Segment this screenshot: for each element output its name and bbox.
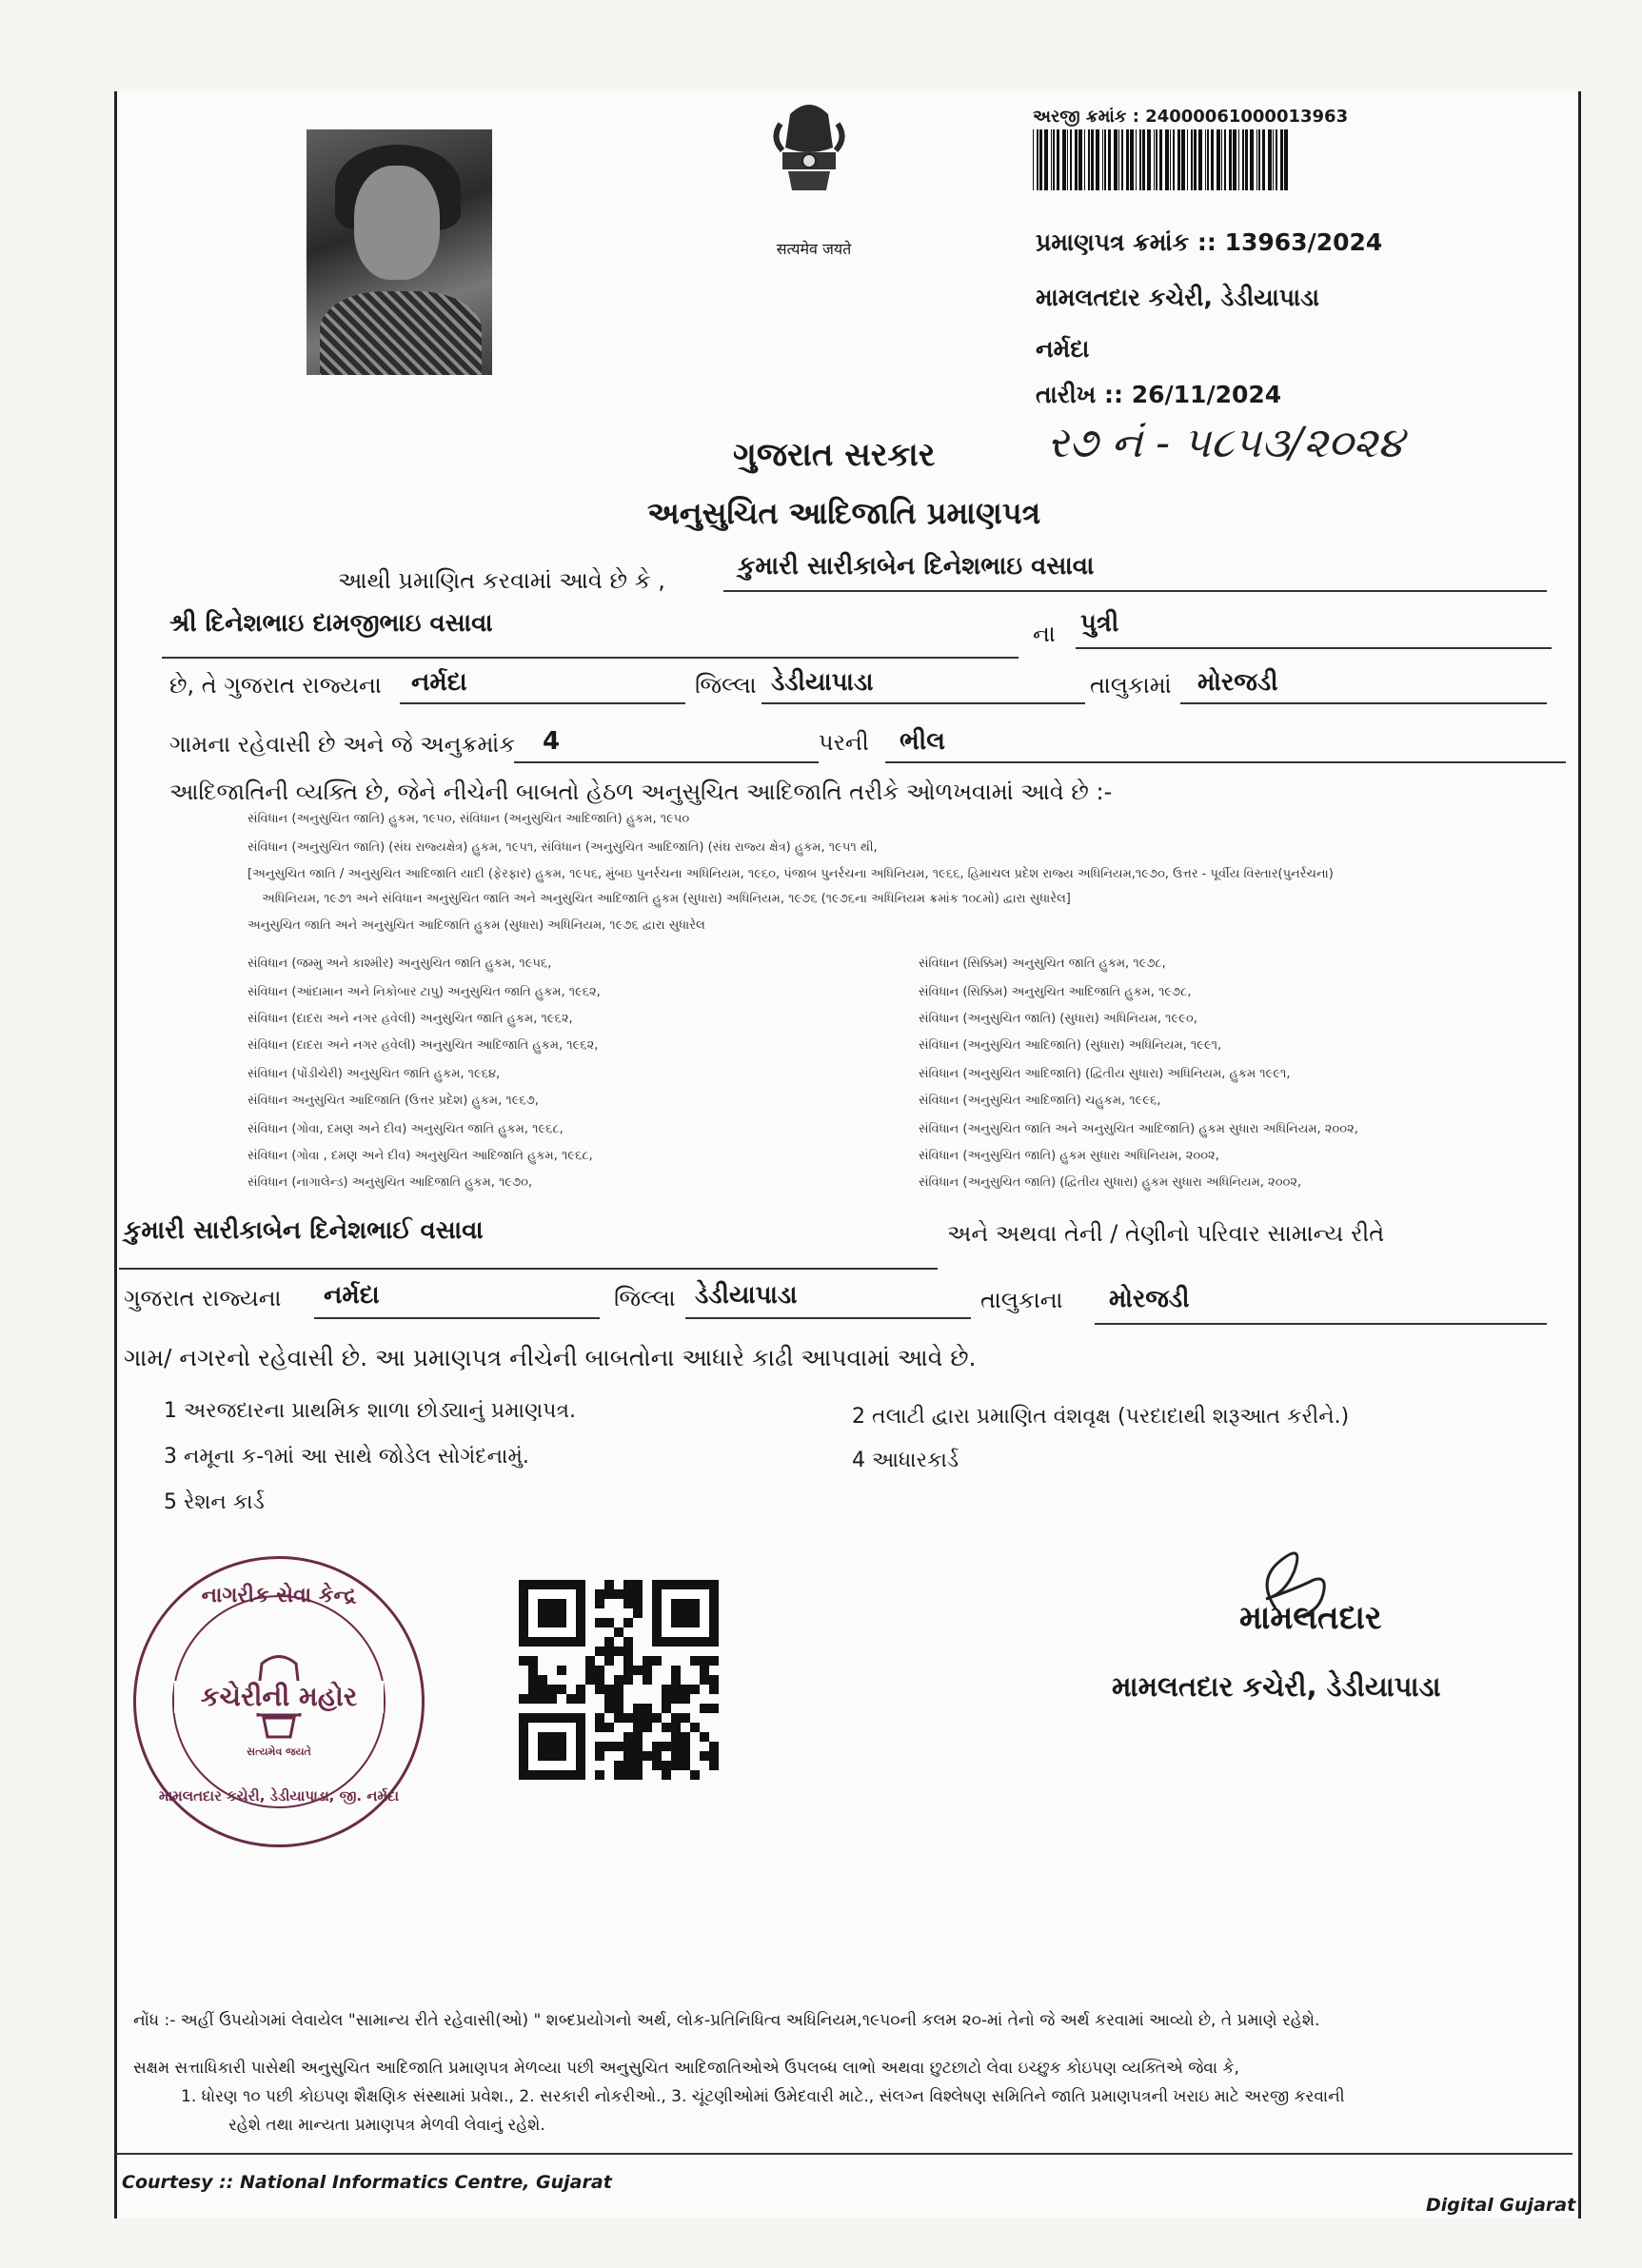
barcode bbox=[1033, 129, 1347, 190]
on-label: પરની bbox=[819, 729, 869, 756]
serial-number: 4 bbox=[543, 727, 561, 756]
order-left: સંવિધાન અનુસુચિત આદિજાતિ (ઉત્તર પ્રદેશ) હુકમ, ૧૯૬૭, bbox=[247, 1094, 539, 1108]
district-value: નર્મદા bbox=[411, 668, 467, 697]
state-prefix: છે, તે ગુજરાત રાજ્યના bbox=[169, 672, 382, 699]
applicant-photo bbox=[307, 129, 492, 375]
relation: પુત્રી bbox=[1080, 609, 1119, 638]
order-left: સંવિધાન (ગોવા, દમણ અને દીવ) અનુસુચિત જાતિ હુકમ, ૧૯૬૮, bbox=[247, 1122, 564, 1136]
signatory-title: મામલતદાર bbox=[1239, 1599, 1382, 1637]
note-validity: રહેશે તથા માન્યતા પ્રમાણપત્ર મેળવી લેવાનું રહેશે. bbox=[228, 2116, 545, 2135]
resident-label: ગામના રહેવાસી છે અને જે અનુક્રમાંક bbox=[169, 731, 516, 758]
order-right: સંવિધાન (અનુસુચિત જાતિ અને અનુસુચિત આદિજાતિ) હુકમ સુધારા અધિનિયમ, ૨૦૦૨, bbox=[919, 1122, 1358, 1136]
father-name: શ્રી દિનેશભાઇ દામજીભાઇ વસાવા bbox=[169, 609, 493, 638]
seal-center-text: કચેરીની મહોર bbox=[174, 1681, 384, 1713]
note-list: 1. ધોરણ ૧૦ પછી કોઇપણ શૈક્ષણિક સંસ્થામાં પ્રવેશ., 2. સરકારી નોકરીઓ., 3. ચૂંટણીઓમાં ઉમેદવારી માટે., સંલગ્ન વિશ્લેષણ સમિતિને જાતિ પ્રમાણપત્રની ખરાઇ માટે અરજી કરવાની bbox=[181, 2087, 1345, 2106]
applicant-name: કુમારી સારીકાબેન દિનેશભાઇ વસાવા bbox=[738, 552, 1095, 581]
order-left: સંવિધાન (દાદરા અને નગર હવેલી) અનુસુચિત જાતિ હુકમ, ૧૯૬૨, bbox=[247, 1012, 573, 1026]
order-right: સંવિધાન (સિક્કિમ) અનુસુચિત આદિજાતિ હુકમ, ૧૯૭૮, bbox=[919, 985, 1192, 999]
handwritten-reference: ર૭ નં - ૫૮૫૩/૨૦૨૪ bbox=[1047, 419, 1404, 467]
taluka-label-2: તાલુકાના bbox=[980, 1287, 1063, 1313]
order-left: સંવિધાન (પોંડીચેરી) અનુસુચિત જાતિ હુકમ, ૧૯૬૪, bbox=[247, 1067, 501, 1081]
basis-item: 3 નમૂના ક-૧માં આ સાથે જોડેલ સોગંદનામું. bbox=[164, 1445, 529, 1469]
note-definition: નોંધ :- અહીં ઉપયોગમાં લેવાયેલ "સામાન્ય રીતે રહેવાસી(ઓ) " શબ્દપ્રયોગનો અર્થ, લોક-પ્રતિનિધિત્વ અધિનિયમ,૧૯૫૦ની કલમ ૨૦-માં તેનો જે અર્થ કરવામાં આવ્યો છે, તે પ્રમાણે રહેશે. bbox=[133, 2011, 1320, 2030]
tribe-sentence: આદિજાતિની વ્યક્તિ છે, જેને નીચેની બાબતો હેઠળ અનુસુચિત આદિજાતિ તરીકે ઓળખવામાં આવે છે :- bbox=[169, 779, 1113, 805]
order-line: [અનુસુચિત જાતિ / અનુસુચિત આદિજાતિ યાદી (ફેરફાર) હુકમ, ૧૯૫૬, મુંબઇ પુનર્રચના અધિનિયમ, ૧૯૬૦, પંજાબ પુનર્રચના અધિનિયમ, ૧૯૬૬, હિમાચલ પ્રદેશ રાજ્ય અધિનિયમ,૧૯૭૦, ઉત્તર - પૂર્વીય વિસ્તાર(પુનર્રચના) bbox=[247, 867, 1334, 881]
of-label: ના bbox=[1033, 621, 1056, 647]
order-line: અધિનિયમ, ૧૯૭૧ અને સંવિધાન અનુસુચિત જાતિ અને અનુસુચિત આદિજાતિ હુકમ (સુધારા) અધિનિયમ, ૧૯૭૬ (૧૯૭૬ના અધિનિયમ ક્રમાંક ૧૦૮મો) દ્વારા સુધારેલ] bbox=[262, 892, 1071, 906]
state-prefix-2: ગુજરાત રાજ્યના bbox=[124, 1285, 282, 1311]
order-right: સંવિધાન (અનુસુચિત આદિજાતિ) (દ્વિતીય સુધારા) અધિનિયમ, હુકમ ૧૯૯૧, bbox=[919, 1067, 1291, 1081]
district-label: જિલ્લા bbox=[695, 672, 757, 699]
village-value: મોરજડી bbox=[1197, 668, 1278, 697]
signatory-office: મામલતદાર કચેરી, ડેડીયાપાડા bbox=[1112, 1670, 1441, 1703]
taluka-label: તાલુકામાં bbox=[1090, 672, 1172, 699]
government-title: ગુજરાત સરકાર bbox=[733, 436, 936, 474]
certificate-number: પ્રમાણપત્ર ક્રમાંક :: 13963/2024 bbox=[1036, 228, 1383, 256]
issuing-office: મામલતદાર કચેરી, ડેડીયાપાડા bbox=[1036, 284, 1319, 311]
family-text: અને અથવા તેની / તેણીનો પરિવાર સામાન્ય રીતે bbox=[947, 1220, 1385, 1247]
seal-bottom-text: મામલતદાર કચેરી, ડેડીયાપાડા, જી. નર્મદા bbox=[158, 1787, 400, 1805]
district-value-2: નર્મદા bbox=[324, 1281, 380, 1310]
order-line: અનુસુચિત જાતિ અને અનુસુચિત આદિજાતિ હુકમ (સુધારા) અધિનિયમ, ૧૯૭૬ દ્વારા સુધારેલ bbox=[247, 918, 705, 933]
seal-emblem-caption: સત્યમેવ જયતે bbox=[247, 1745, 311, 1758]
order-right: સંવિધાન (અનુસુચિત જાતિ) (દ્વિતીય સુધારા) હુકમ સુધારા અધિનિયમ, ૨૦૦૨, bbox=[919, 1175, 1302, 1190]
village-value-2: મોરજડી bbox=[1109, 1285, 1190, 1313]
qr-code bbox=[519, 1580, 719, 1780]
order-line: સંવિધાન (અનુસુચિત જાતિ) (સંઘ રાજ્યક્ષેત્ર) હુકમ, ૧૯૫૧, સંવિધાન (અનુસુચિત આદિજાતિ) (સંઘ રાજ્ય ક્ષેત્ર) હુકમ, ૧૯૫૧ થી, bbox=[247, 840, 878, 855]
order-line: સંવિધાન (અનુસુચિત જાતિ) હુકમ, ૧૯૫૦, સંવિધાન (અનુસુચિત આદિજાતિ) હુકમ, ૧૯૫૦ bbox=[247, 812, 690, 826]
issue-date: તારીખ :: 26/11/2024 bbox=[1036, 381, 1282, 408]
issuing-district: નર્મદા bbox=[1036, 335, 1090, 363]
order-right: સંવિધાન (અનુસુચિત આદિજાતિ) ચહુકમ, ૧૯૯૬, bbox=[919, 1094, 1161, 1108]
order-right: સંવિધાન (અનુસુચિત આદિજાતિ) (સુધારા) અધિનિયમ, ૧૯૯૧, bbox=[919, 1038, 1222, 1053]
footer-courtesy: Courtesy :: National Informatics Centre, Gujarat bbox=[122, 2172, 612, 2193]
tribe-name: ભીલ bbox=[900, 727, 945, 756]
order-left: સંવિધાન (આંદામાન અને નિકોબાર ટાપુ) અનુસુચિત જાતિ હુકમ, ૧૯૬૨, bbox=[247, 985, 601, 999]
basis-item: 1 અરજદારના પ્રાથમિક શાળા છોડ્યાનું પ્રમાણપત્ર. bbox=[164, 1399, 576, 1423]
district-label-2: જિલ્લા bbox=[614, 1285, 676, 1311]
order-left: સંવિધાન (ગોવા , દમણ અને દીવ) અનુસુચિત આદિજાતિ હુકમ, ૧૯૬૮, bbox=[247, 1149, 593, 1163]
national-emblem-icon bbox=[762, 95, 857, 219]
application-number: અરજી ક્રમાંક : 24000061000013963 bbox=[1033, 107, 1349, 127]
emblem-caption: सत्यमेव जयते bbox=[776, 240, 852, 258]
order-left: સંવિધાન (દાદરા અને નગર હવેલી) અનુસુચિત આદિજાતિ હુકમ, ૧૯૬૨, bbox=[247, 1038, 599, 1053]
taluka-value: ડેડીયાપાડા bbox=[771, 668, 874, 697]
applicant-name-repeat: કુમારી સારીકાબેન દિનેશભાઈ વસાવા bbox=[124, 1216, 484, 1245]
order-left: સંવિધાન (નાગાલેન્ડ) અનુસુચિત આદિજાતિ હુકમ, ૧૯૭૦, bbox=[247, 1175, 533, 1190]
certify-prefix: આથી પ્રમાણિત કરવામાં આવે છે કે , bbox=[338, 567, 665, 594]
basis-item: 5 રેશન કાર્ડ bbox=[164, 1490, 265, 1514]
order-right: સંવિધાન (અનુસુચિત જાતિ) (સુધારા) અધિનિયમ, ૧૯૯૦, bbox=[919, 1012, 1197, 1026]
order-right: સંવિધાન (અનુસુચિત જાતિ) હુકમ સુધારા અધિનિયમ, ૨૦૦૨, bbox=[919, 1149, 1219, 1163]
taluka-value-2: ડેડીયાપાડા bbox=[695, 1281, 798, 1310]
office-seal bbox=[133, 1556, 425, 1847]
footer-brand: Digital Gujarat bbox=[1426, 2195, 1576, 2216]
seal-top-text: નાગરીક સેવા કેન્દ્ર bbox=[201, 1584, 357, 1607]
basis-item: 4 આધારકાર્ડ bbox=[852, 1449, 959, 1472]
issue-sentence: ગામ/ નગરનો રહેવાસી છે. આ પ્રમાણપત્ર નીચેની બાબતોના આધારે કાઢી આપવામાં આવે છે. bbox=[124, 1344, 977, 1371]
note-benefits: સક્ષમ સત્તાધિકારી પાસેથી અનુસુચિત આદિજાતિ પ્રમાણપત્ર મેળવ્યા પછી અનુસુચિત આદિજાતિઓએ ઉપલબ્ધ લાભો અથવા છુટછાટો લેવા ઇચ્છુક કોઇપણ વ્યક્તિએ જેવા કે, bbox=[133, 2059, 1239, 2078]
order-left: સંવિધાન (જમ્મુ અને કાશ્મીર) અનુસુચિત જાતિ હુકમ, ૧૯૫૬, bbox=[247, 957, 552, 971]
basis-item: 2 તલાટી દ્વારા પ્રમાણિત વંશવૃક્ષ (પરદાદાથી શરૂઆત કરીને.) bbox=[852, 1405, 1350, 1429]
order-right: સંવિધાન (સિક્કિમ) અનુસુચિત જાતિ હુકમ, ૧૯૭૮, bbox=[919, 957, 1166, 971]
certificate-title: અનુસુચિત આદિજાતિ પ્રમાણપત્ર bbox=[647, 495, 1041, 531]
